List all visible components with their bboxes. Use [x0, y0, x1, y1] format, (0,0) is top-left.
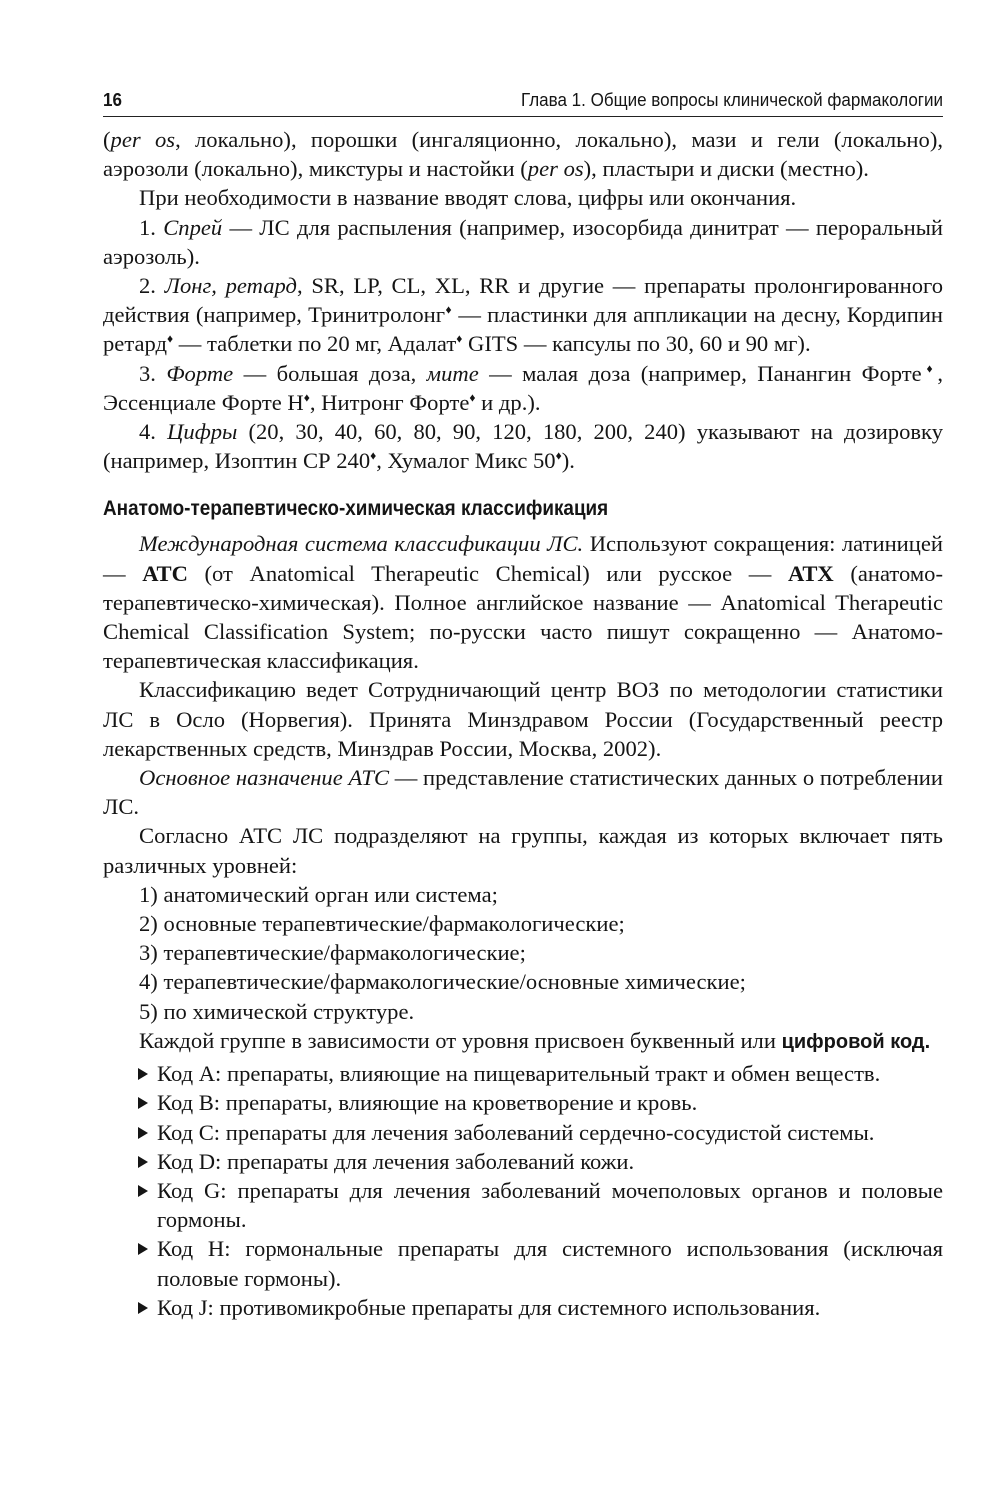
code-text: Код H: гормональные препараты для системного использования (исключая половые гормоны). — [157, 1236, 943, 1291]
bullet-triangle-icon — [138, 1097, 148, 1109]
trademark-mark: ♦ — [469, 390, 476, 405]
code-text: Код G: препараты для лечения заболеваний мочеполовых органов и половые гормоны. — [157, 1177, 943, 1233]
code-text: Код J: противомикробные препараты для системного использования. — [157, 1294, 821, 1320]
item-number: 2. — [139, 273, 165, 299]
text-span: — представление статистических данных о потреблении ЛС. — [103, 765, 943, 820]
list-item — [103, 1234, 943, 1292]
intro-paragraph-1: (per os, локально), порошки (ингаляционно, локально), мази и гели (локально), аэрозоли (локально), микстуры и настойки (per os), пластыри и диски (местно). — [103, 127, 943, 182]
list-item — [103, 1118, 943, 1147]
text-span: и др.). — [475, 389, 541, 415]
codes-list — [103, 1059, 943, 1322]
bold-term: цифровой код — [781, 1030, 925, 1053]
latin-term: per os — [110, 127, 176, 152]
naming-item-3 — [103, 359, 943, 417]
bullet-triangle-icon — [138, 1302, 148, 1314]
text-span: ), пластыри и диски (местно). — [583, 156, 869, 182]
item-number: 3. — [139, 360, 167, 386]
bullet-triangle-icon — [138, 1068, 148, 1080]
levels-list — [103, 880, 943, 1026]
italic-term: Цифры — [167, 419, 238, 445]
text-span: Используют сокращения: латиницей — — [103, 531, 943, 586]
trademark-mark: ♦ — [303, 390, 310, 405]
book-page — [103, 88, 943, 1322]
text-span: GITS — капсулы по 30, 60 и 90 мг). — [462, 331, 811, 357]
running-header — [103, 88, 943, 117]
code-text: Код A: препараты, влияющие на пищеварительный тракт и обмен веществ. — [157, 1061, 881, 1087]
latin-term: per os — [527, 156, 584, 182]
text-span: , Эссенциале Форте Н — [103, 360, 944, 415]
text-span: (анатомо-терапевтическо-химическая). Полное английское название — Anatomical Therapeutic Chemical Classification System; по-русски часто пишут сокращенно — Анатомо-терапевтическая классификация. — [103, 560, 943, 674]
atc-paragraph-3 — [103, 763, 943, 821]
text-span: Каждой группе в зависимости от уровня присвоен буквенный или — [139, 1027, 782, 1053]
text-span: ). — [561, 448, 575, 474]
italic-term: Основное назначение АТС — [139, 765, 390, 791]
text-span: — ЛС для распыления (например, изосорбида динитрат — пероральный аэрозоль). — [103, 214, 943, 269]
list-item: 3) терапевтические/фармакологические; — [139, 940, 526, 966]
naming-item-2 — [103, 271, 943, 359]
naming-item-1 — [103, 213, 943, 271]
italic-term: Спрей — [163, 214, 223, 240]
list-item — [103, 1147, 943, 1176]
naming-item-4 — [103, 417, 943, 475]
bullet-triangle-icon — [138, 1185, 148, 1197]
running-title: Глава 1. Общие вопросы клинической фармакологии — [520, 89, 944, 110]
item-number: 4. — [139, 419, 168, 445]
trademark-mark: ♦ — [370, 448, 377, 463]
list-item: 1) анатомический орган или система; — [139, 881, 498, 907]
bold-term: АТХ — [788, 560, 834, 586]
trademark-mark: ♦ — [445, 302, 453, 317]
text-span: — большая доза, — [233, 360, 427, 386]
bold-term: АТС — [142, 560, 188, 586]
page-number: 16 — [103, 89, 122, 110]
section-heading: Анатомо-терапевтическо-химическая классификация — [103, 497, 609, 521]
text-span: (20, 30, 40, 60, 80, 90, 120, 180, 200, 240) указывают на дозировку (например, Изоптин СР 240 — [103, 419, 943, 474]
text-span: , SR, LP, CL, XL, RR и другие — препараты пролонгированного действия (например, Тринитролонг — [103, 273, 943, 328]
italic-term: мите — [426, 360, 479, 386]
list-item: 5) по химической структуре. — [139, 998, 415, 1024]
text-span: . — [924, 1030, 931, 1053]
trademark-mark: ♦ — [167, 331, 174, 346]
bullet-triangle-icon — [138, 1127, 148, 1139]
text-span: , локально), порошки (ингаляционно, локально), мази и гели (локально), аэрозоли (локально), микстуры и настойки ( — [103, 127, 943, 182]
list-item — [103, 1088, 943, 1117]
atc-paragraph-2: Классификацию ведет Сотрудничающий центр ВОЗ по методологии статистики ЛС в Осло (Норвегия). Принята Минздравом России (Государственный реестр лекарственных средств, Минздрав России, Москва, 2002). — [103, 677, 943, 761]
italic-term: Лонг, ретард — [164, 273, 297, 299]
list-item — [103, 1176, 943, 1234]
code-text: Код B: препараты, влияющие на кроветворение и кровь. — [157, 1090, 698, 1116]
atc-paragraph-1 — [103, 529, 943, 675]
trademark-mark: ♦ — [555, 448, 562, 463]
list-item: 2) основные терапевтические/фармакологические; — [139, 911, 625, 937]
atc-paragraph-4: Согласно АТС ЛС подразделяют на группы, каждая из которых включает пять различных уровней: — [103, 823, 943, 878]
atc-paragraph-5 — [103, 1026, 943, 1057]
list-item — [103, 1059, 943, 1088]
italic-term: Форте — [166, 360, 234, 386]
text-span: — таблетки по 20 мг, Адалат — [173, 331, 457, 357]
bullet-triangle-icon — [138, 1243, 148, 1255]
intro-paragraph-2: При необходимости в название вводят слова, цифры или окончания. — [139, 185, 797, 211]
code-text: Код D: препараты для лечения заболеваний кожи. — [157, 1148, 635, 1174]
text-span: , Хумалог Микс 50 — [376, 448, 556, 474]
code-text: Код C: препараты для лечения заболеваний сердечно-сосудистой системы. — [157, 1119, 875, 1145]
list-item: 4) терапевтические/фармакологические/основные химические; — [139, 969, 746, 995]
body-text — [103, 125, 943, 1322]
trademark-mark: ♦ — [456, 331, 463, 346]
text-span: (от Anatomical Therapeutic Chemical) или русское — — [187, 560, 789, 586]
list-item — [103, 1293, 943, 1322]
italic-term: Международная система классификации ЛС. — [139, 531, 584, 557]
bullet-triangle-icon — [138, 1156, 148, 1168]
text-span: , Нитронг Форте — [309, 389, 470, 415]
trademark-mark: ♦ — [921, 361, 938, 376]
text-span: — малая доза (например, Панангин Форте — [478, 360, 922, 386]
text-span: — пластинки для аппликации на десну, Кордипин ретард — [103, 302, 943, 357]
item-number: 1. — [139, 214, 164, 240]
